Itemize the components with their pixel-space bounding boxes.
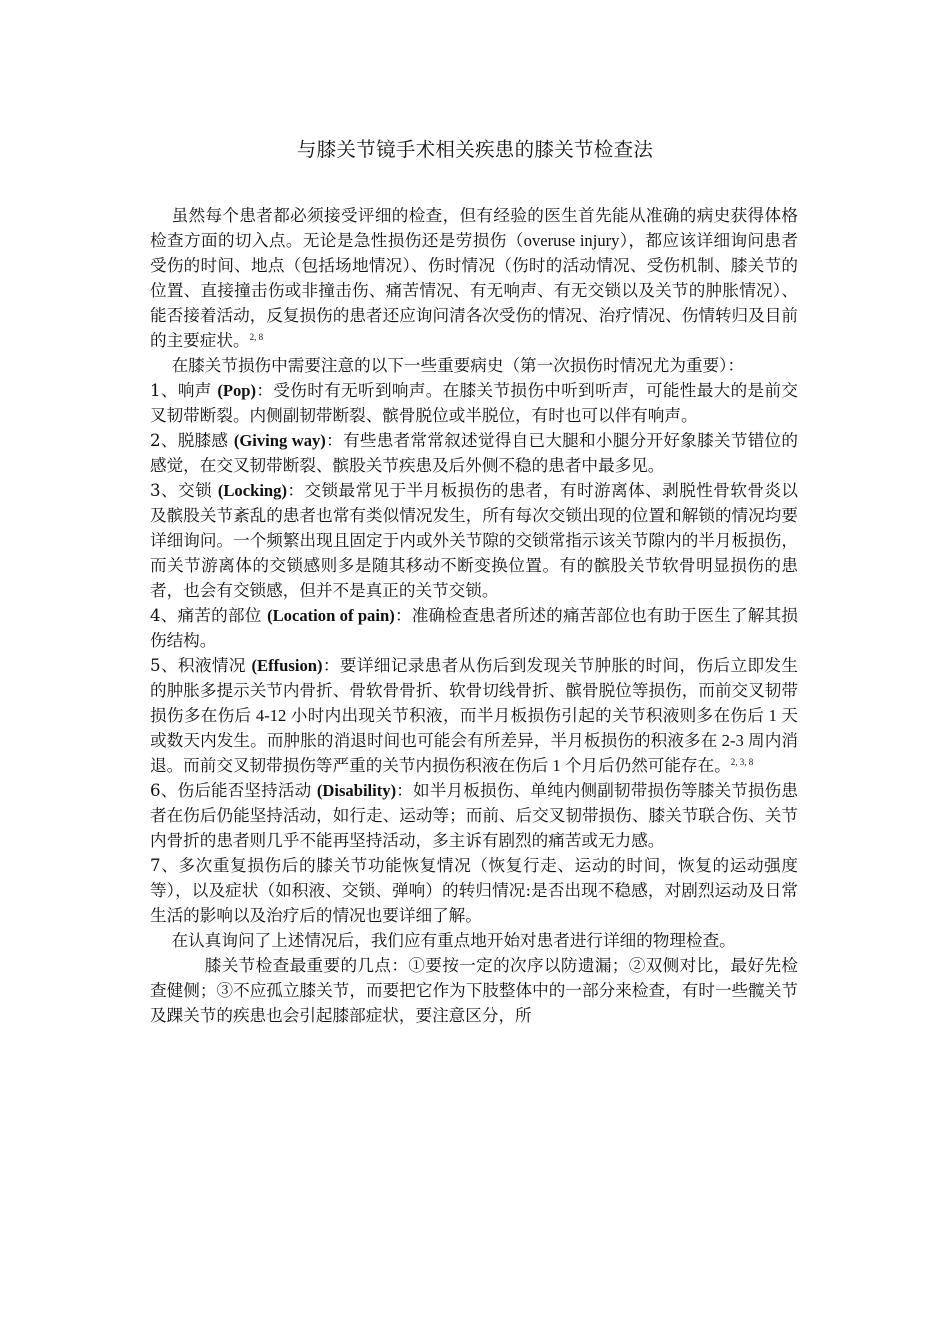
history-item-1 bbox=[150, 378, 798, 428]
key-points-paragraph: 膝关节检查最重要的几点：①要按一定的次序以防遗漏；②双侧对比，最好先检查健侧；③不应孤立膝关节，而要把它作为下肢整体中的一部分来检查，有时一些髋关节及踝关节的疾患也会引起膝部症状，要注意区分，所 bbox=[150, 956, 798, 1025]
history-intro-paragraph: 在膝关节损伤中需要注意的以下一些重要病史（第一次损伤时情况尤为重要）： bbox=[171, 356, 745, 375]
history-item-7 bbox=[150, 853, 798, 928]
item-4-term: (Location of pain) bbox=[267, 606, 395, 625]
item-6-sep: ： bbox=[396, 781, 414, 800]
item-6-text: 如半月板损伤、单纯内侧副韧带损伤等膝关节损伤患者在伤后仍能坚持活动，如行走、运动等；而前、后交叉韧带损伤、膝关节联合伤、关节内骨折的患者则几乎不能再坚持活动，多主诉有剧烈的痛苦或无力感。 bbox=[150, 781, 799, 850]
item-4-text: 准确检查患者所述的痛苦部位也有助于医生了解其损伤结构。 bbox=[150, 606, 799, 650]
history-item-6 bbox=[150, 778, 798, 853]
item-4-sep: ： bbox=[394, 606, 412, 625]
history-item-4 bbox=[150, 603, 798, 653]
document-title: 与膝关节镜手术相关疾患的膝关节检查法 bbox=[296, 138, 654, 161]
item-3-prefix: 3、交锁 bbox=[150, 481, 218, 500]
item-1-term: (Pop) bbox=[217, 381, 257, 400]
item-2-prefix: 2、脱膝感 bbox=[150, 431, 234, 450]
item-6-term: (Disability) bbox=[316, 781, 397, 800]
item-3-text: 交锁最常见于半月板损伤的患者，有时游离体、剥脱性骨软骨炎以及髌股关节紊乱的患者也常有类似情况发生，所有每次交锁出现的位置和解锁的情况均要详细询问。一个频繁出现且固定于内或外关节隙的交锁常指示该关节隙内的半月板损伤，而关节游离体的交锁感则多是随其移动不断变换位置。有的髌股关节软骨明显损伤的患者，也会有交锁感，但并不是真正的关节交锁。 bbox=[150, 481, 799, 600]
item-7-text: 7、多次重复损伤后的膝关节功能恢复情况（恢复行走、运动的时间，恢复的运动强度等），以及症状（如积液、交锁、弹响）的转归情况:是否出现不稳感，对剧烈运动及日常生活的影响以及治疗后的情况也要详细了解。 bbox=[150, 856, 798, 925]
document-body bbox=[150, 203, 798, 1028]
item-5-prefix: 5、积液情况 bbox=[150, 656, 252, 675]
history-item-5 bbox=[150, 653, 798, 778]
intro-text: 虽然每个患者都必须接受评细的检查，但有经验的医生首先能从准确的病史获得体格检查方面的切入点。无论是急性损伤还是劳损伤（overuse injury），都应该详细询问患者受伤的时间、地点（包括场地情况）、伤时情况（伤时的活动情况、受伤机制、膝关节的位置、直接撞击伤或非撞击伤、痛苦情况、有无响声、有无交锁以及关节的肿胀情况）、能否接着活动，反复损伤的患者还应询问清各次受伤的情况、治疗情况、伤情转归及目前的主要症状。 bbox=[150, 206, 798, 350]
after-history-paragraph: 在认真询问了上述情况后，我们应有重点地开始对患者进行详细的物理检查。 bbox=[171, 931, 736, 950]
item-5-text: 要详细记录患者从伤后到发现关节肿胀的时间，伤后立即发生的肿胀多提示关节内骨折、骨软骨骨折、软骨切线骨折、髌骨脱位等损伤，而前交叉韧带损伤多在伤后 4-12 小时内出现关节积液，而半月板损伤引起的关节积液则多在伤后 1 天或数天内发生。而肿胀的消退时间也可能会有所差异，半月板损伤的积液多在 2-3 周内消退。而前交叉韧带损伤等严重的关节内损伤积液在伤后 1 个月后仍然可能存在。 bbox=[150, 656, 798, 775]
item-3-sep: ： bbox=[286, 481, 305, 500]
item-1-prefix: 1、响声 bbox=[150, 381, 218, 400]
intro-reference: 2, 8 bbox=[249, 332, 264, 342]
item-1-sep: ： bbox=[256, 381, 274, 400]
item-2-text: 有些患者常常叙述觉得自已大腿和小腿分开好象膝关节错位的感觉，在交叉韧带断裂、髌股关节疾患及后外侧不稳的患者中最多见。 bbox=[150, 431, 798, 475]
item-2-sep: ： bbox=[325, 431, 343, 450]
item-6-prefix: 6、伤后能否坚持活动 bbox=[150, 781, 317, 800]
history-item-2 bbox=[150, 428, 798, 478]
item-5-reference: 2, 3, 8 bbox=[730, 757, 754, 767]
item-1-text: 受伤时有无听到响声。在膝关节损伤中听到听声，可能性最大的是前交叉韧带断裂。内侧副韧带断裂、髌骨脱位或半脱位，有时也可以伴有响声。 bbox=[150, 381, 798, 425]
intro-paragraph bbox=[150, 203, 798, 353]
item-4-prefix: 4、痛苦的部位 bbox=[150, 606, 268, 625]
item-2-term: (Giving way) bbox=[233, 431, 326, 450]
item-5-term: (Effusion) bbox=[251, 656, 323, 675]
item-3-term: (Locking) bbox=[217, 481, 287, 500]
history-item-3 bbox=[150, 478, 798, 603]
item-5-sep: ： bbox=[322, 656, 340, 675]
